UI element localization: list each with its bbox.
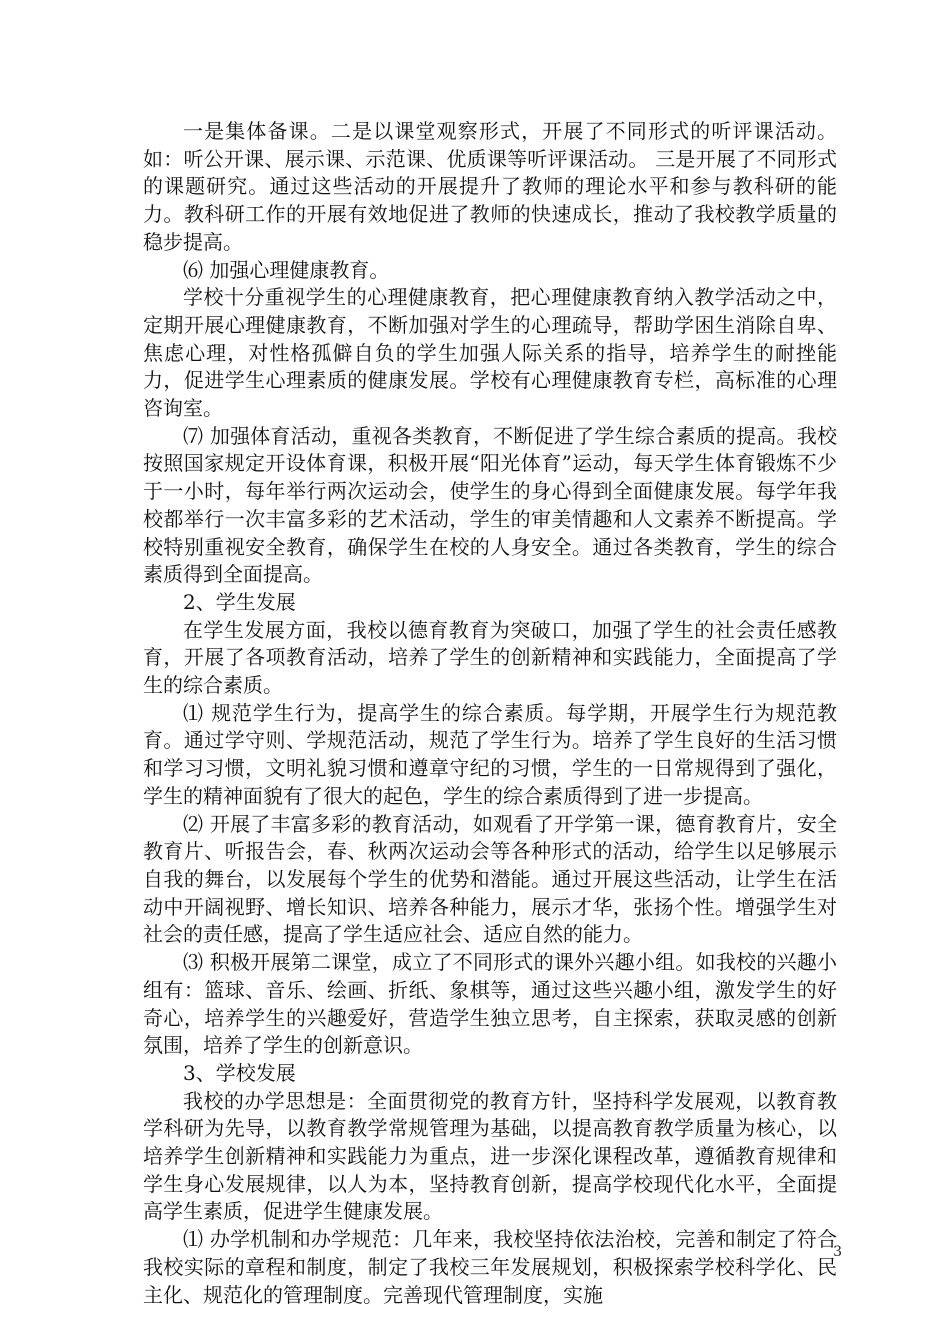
heading-student-development: 2、学生发展 — [183, 589, 296, 614]
paragraph-school-mechanism: ⑴ 办学机制和办学规范：几年来，我校坚持依法治校，完善和制定了符合我校实际的章程和制度，制定了我校三年发展规划，积极探索学校科学化、民主化、规范化的管理制度。完善现代管理制度，实施 — [143, 1227, 837, 1307]
paragraph-second-classroom: ⑶ 积极开展第二课堂，成立了不同形式的课外兴趣小组。如我校的兴趣小组有：篮球、音乐、绘画、折纸、象棋等，通过这些兴趣小组，激发学生的好奇心，培养学生的兴趣爱好，营造学生独立思考，自主探索，获取灵感的创新氛围，培养了学生的创新意识。 — [143, 950, 837, 1058]
paragraph-education-activities: ⑵ 开展了丰富多彩的教育活动，如观看了开学第一课，德育教育片，安全教育片、听报告会，春、秋两次运动会等各种形式的活动，给学生以足够展示自我的舞台，以发展每个学生的优势和潜能。通过开展这些活动，让学生在活动中开阔视野、增长知识、培养各种能力，展示才华，张扬个性。增强学生对社会的责任感，提高了学生适应社会、适应自然的能力。 — [143, 811, 837, 947]
heading-mental-health: ⑹ 加强心理健康教育。 — [183, 257, 390, 282]
document-body — [143, 118, 837, 1309]
heading-school-development: 3、学校发展 — [183, 1060, 296, 1085]
paragraph-school-philosophy: 我校的办学思想是：全面贯彻党的教育方针，坚持科学发展观，以教育教学科研为先导，以教育教学常规管理为基础，以提高教育教学质量为核心，以培养学生创新精神和实践能力为重点，进一步深化课程改革，遵循教育规律和学生身心发展规律，以人为本，坚持教育创新，提高学校现代化水平，全面提高学生素质，促进学生健康发展。 — [143, 1088, 837, 1224]
paragraph-behavior-norms: ⑴ 规范学生行为，提高学生的综合素质。每学期，开展学生行为规范教育。通过学守则、学规范活动，规范了学生行为。培养了学生良好的生活习惯和学习习惯，文明礼貌习惯和遵章守纪的习惯，学生的一日常规得到了强化，学生的精神面貌有了很大的起色，学生的综合素质得到了进一步提高。 — [143, 700, 837, 808]
paragraph-sports-activities: ⑺ 加强体育活动，重视各类教育，不断促进了学生综合素质的提高。我校按照国家规定开设体育课，积极开展“阳光体育”运动，每天学生体育锻炼不少于一小时，每年举行两次运动会，使学生的身心得到全面健康发展。每学年我校都举行一次丰富多彩的艺术活动，学生的审美情趣和人文素养不断提高。学校特别重视安全教育，确保学生在校的人身安全。通过各类教育，学生的综合素质得到全面提高。 — [143, 423, 837, 587]
paragraph-student-development-intro: 在学生发展方面，我校以德育教育为突破口，加强了学生的社会责任感教育，开展了各项教育活动，培养了学生的创新精神和实践能力，全面提高了学生的综合素质。 — [143, 617, 837, 698]
paragraph-mental-health: 学校十分重视学生的心理健康教育，把心理健康教育纳入教学活动之中，定期开展心理健康教育，不断加强对学生的心理疏导，帮助学困生消除自卑、焦虑心理，对性格孤僻自负的学生加强人际关系的指导，培养学生的耐挫能力，促进学生心理素质的健康发展。学校有心理健康教育专栏，高标准的心理咨询室。 — [143, 285, 837, 421]
page-number: 3 — [833, 1244, 842, 1260]
paragraph-teaching-research: 一是集体备课。二是以课堂观察形式，开展了不同形式的听评课活动。如：听公开课、展示课、示范课、优质课等听评课活动。 三是开展了不同形式的课题研究。通过这些活动的开展提升了教师的理论水平和参与教科研的能力。教科研工作的开展有效地促进了教师的快速成长，推动了我校教学质量的稳步提高。 — [143, 119, 837, 254]
